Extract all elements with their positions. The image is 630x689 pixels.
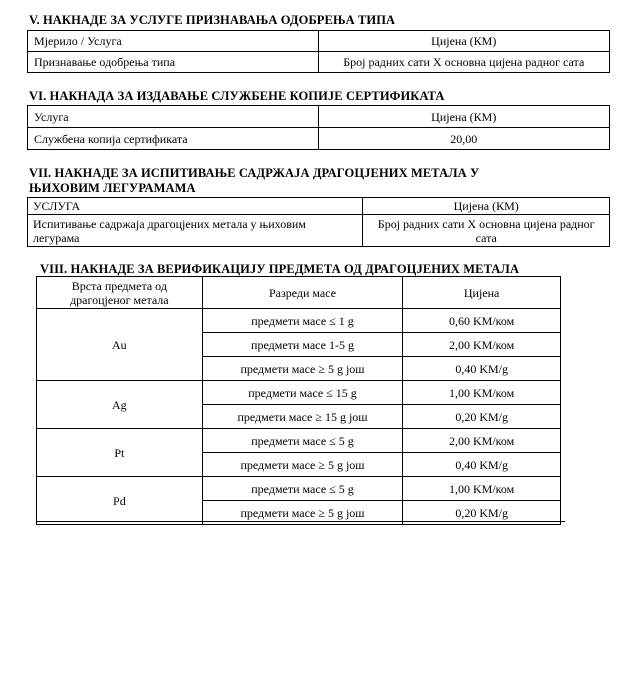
table-row <box>28 128 610 150</box>
price-cell: 1,00 KM/ком <box>403 477 561 501</box>
mass-class-cell: предмети масе 1-5 g <box>202 333 403 357</box>
section-vii-title <box>29 166 479 196</box>
section-vii-title-line2: ЊИХОВИМ ЛЕГУРАМАМА <box>29 181 196 195</box>
table-cell <box>28 215 363 247</box>
table-row <box>28 215 610 247</box>
mass-class-cell: предмети масе ≤ 1 g <box>202 309 403 333</box>
header-cell: Услуга <box>28 106 319 128</box>
price-cell: 0,40 KM/g <box>403 453 561 477</box>
mass-class-cell: предмети масе ≥ 15 g још <box>202 405 403 429</box>
header-cell-metal-type <box>37 277 203 309</box>
table-cell: Службена копија сертификата <box>28 128 319 150</box>
type-approval-table <box>27 30 610 73</box>
metal-cell-au: Au <box>37 309 203 381</box>
cell-line: Испитивање садржаја драгоцјених метала у њиховим <box>33 216 306 231</box>
section-vii-title-line1: VII. НАКНАДЕ ЗА ИСПИТИВАЊЕ САДРЖАЈА ДРАГОЦЈЕНИХ МЕТАЛА У <box>29 166 480 180</box>
metal-cell-ag: Ag <box>37 381 203 429</box>
table-header-row <box>37 277 561 309</box>
price-cell: 2,00 KM/ком <box>403 429 561 453</box>
metal-cell-pd: Pd <box>37 477 203 525</box>
price-cell: 0,20 KM/g <box>403 501 561 525</box>
precious-metal-verification-table <box>36 276 561 525</box>
cell-line: Број радних сати X основна цијена радног <box>377 216 595 231</box>
table-cell: 20,00 <box>318 128 609 150</box>
section-v-title: V. НАКНАДЕ ЗА УСЛУГЕ ПРИЗНАВАЊА ОДОБРЕЊА ТИПА <box>29 13 396 27</box>
certificate-copy-table <box>27 105 610 150</box>
mass-class-cell: предмети масе ≤ 5 g <box>202 429 403 453</box>
cell-line: легурама <box>33 230 80 245</box>
price-cell: 0,40 KM/g <box>403 357 561 381</box>
price-cell: 0,20 KM/g <box>403 405 561 429</box>
table-cell: Признавање одобрења типа <box>28 52 319 73</box>
header-cell: Цијена (КМ) <box>318 106 609 128</box>
precious-metal-testing-table <box>27 197 610 247</box>
cell-line: драгоцјеног метала <box>70 292 169 307</box>
table-row <box>37 381 561 405</box>
metal-cell-pt: Pt <box>37 429 203 477</box>
table-cell: Број радних сати X основна цијена радног сата <box>318 52 609 73</box>
mass-class-cell: предмети масе ≥ 5 g још <box>202 453 403 477</box>
price-cell: 1,00 KM/ком <box>403 381 561 405</box>
section-viii-title: VIII. НАКНАДЕ ЗА ВЕРИФИКАЦИЈУ ПРЕДМЕТА ОД ДРАГОЦЈЕНИХ МЕТАЛА <box>40 262 520 276</box>
cell-line: Врста предмета од <box>71 278 167 293</box>
section-vi-title: VI. НАКНАДА ЗА ИЗДАВАЊЕ СЛУЖБЕНЕ КОПИЈЕ СЕРТИФИКАТА <box>29 89 445 103</box>
table-row <box>37 477 561 501</box>
header-cell-price: Цијена <box>403 277 561 309</box>
bottom-divider <box>36 521 565 522</box>
header-cell: Цијена (КМ) <box>363 198 610 215</box>
table-row <box>37 309 561 333</box>
cell-line: сата <box>475 230 497 245</box>
header-cell: Цијена (КМ) <box>318 31 609 52</box>
table-header-row <box>28 31 610 52</box>
table-header-row <box>28 198 610 215</box>
mass-class-cell: предмети масе ≤ 5 g <box>202 477 403 501</box>
mass-class-cell: предмети масе ≥ 5 g још <box>202 501 403 525</box>
table-row <box>37 429 561 453</box>
mass-class-cell: предмети масе ≥ 5 g још <box>202 357 403 381</box>
table-row <box>28 52 610 73</box>
mass-class-cell: предмети масе ≤ 15 g <box>202 381 403 405</box>
header-cell: УСЛУГА <box>28 198 363 215</box>
table-cell <box>363 215 610 247</box>
price-cell: 0,60 KM/ком <box>403 309 561 333</box>
table-header-row <box>28 106 610 128</box>
header-cell-mass-class: Разреди масе <box>202 277 403 309</box>
price-cell: 2,00 KM/ком <box>403 333 561 357</box>
header-cell: Мјерило / Услуга <box>28 31 319 52</box>
